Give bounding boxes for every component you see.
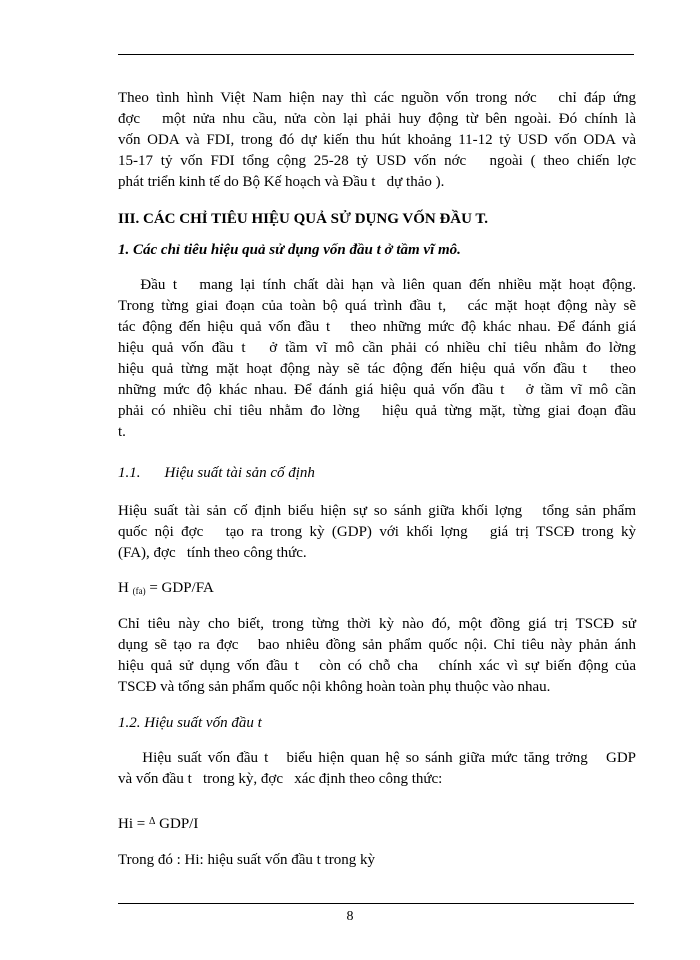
subheading-1: 1. Các chỉ tiêu hiệu quả sử dụng vốn đầu t ở tầm vĩ mô. xyxy=(118,242,461,258)
subheading-1-1 xyxy=(118,463,636,484)
text-line: những mức độ khác nhau. Để đánh giá hiệu quả vốn đầu t ở tầm vĩ mô cần xyxy=(118,382,636,398)
text-line: dụng sẽ tạo ra đợc bao nhiêu đồng sản phẩm quốc nội. Chỉ tiêu này phản ánh xyxy=(118,637,636,653)
text-line: hiệu quả vốn đầu t ở tầm vĩ mô cần phải có nhiều chỉ tiêu nhằm đo lờng xyxy=(118,340,636,356)
paragraph-macro xyxy=(118,275,636,443)
text-line: TSCĐ và tổng sản phẩm quốc nội không hoàn toàn phụ thuộc vào nhau. xyxy=(118,679,551,695)
text-line: tác động đến hiệu quả vốn đầu t theo những mức độ khác nhau. Để đánh giá xyxy=(118,319,636,335)
page-number: 8 xyxy=(346,909,354,924)
text-line: Theo tình hình Việt Nam hiện nay thì các nguồn vốn trong nớc chỉ đáp ứng xyxy=(118,90,636,106)
formula-hi: Hi = $^\Delta$ GDP/I xyxy=(118,816,199,832)
paragraph-fixed-assets xyxy=(118,501,636,564)
section-heading-iii: III. CÁC CHỈ TIÊU HIỆU QUẢ SỬ DỤNG VỐN ĐẦU T. xyxy=(118,211,489,227)
text-line: phát triển kinh tế do Bộ Kế hoạch và Đầu t dự thảo ). xyxy=(118,174,445,190)
text-line: 15-17 tỷ vốn FDI tổng cộng 25-28 tỷ USD vốn nớc ngoài ( theo chiến lợc xyxy=(118,153,636,169)
text-line: Chỉ tiêu này cho biết, trong từng thời kỳ nào đó, một đồng giá trị TSCĐ sử xyxy=(118,616,636,632)
text-line: hiệu quả từng mặt hoạt động này sẽ tác động đến hiệu quả vốn đầu t theo xyxy=(118,361,636,377)
text-line: hiệu quả sử dụng vốn đầu t còn có chỗ cha chính xác vì sự biến động của xyxy=(118,658,636,674)
paragraph-where: Trong đó : Hi: hiệu suất vốn đầu t trong kỳ xyxy=(118,852,375,868)
text-line: vốn ODA và FDI, trong đó dự kiến thu hút khoảng 11-12 tỷ USD vốn ODA và xyxy=(118,132,636,148)
subheading-1-1-number: 1.1. xyxy=(118,465,141,481)
subheading-1-1-title: Hiệu suất tài sản cố định xyxy=(164,465,315,481)
text-line: t. xyxy=(118,424,126,440)
paragraph-indicator xyxy=(118,614,636,698)
text-line: và vốn đầu t trong kỳ, đợc xác định theo công thức: xyxy=(118,771,443,787)
text-line: Trong từng giai đoạn của toàn bộ quá trình đầu t, các mặt hoạt động này sẽ xyxy=(118,298,636,314)
subheading-1-2: 1.2. Hiệu suất vốn đầu t xyxy=(118,715,262,731)
formula-hfa: H $_{(fa)}$ = GDP/FA xyxy=(118,580,214,596)
text-line: Hiệu suất tài sản cố định biểu hiện sự so sánh giữa khối lợng tổng sản phẩm xyxy=(118,503,636,519)
text-line: (FA), đợc tính theo công thức. xyxy=(118,545,307,561)
text-line: phải có nhiều chỉ tiêu nhằm đo lờng hiệu quả từng mặt, từng giai đoạn đầu xyxy=(118,403,636,419)
footer-rule xyxy=(118,903,634,904)
text-line: Hiệu suất vốn đầu t biểu hiện quan hệ so sánh giữa mức tăng trởng GDP xyxy=(118,750,636,766)
text-line: đợc một nửa nhu cầu, nửa còn lại phải huy động từ bên ngoài. Đó chính là xyxy=(118,111,636,127)
text-line: quốc nội đợc tạo ra trong kỳ (GDP) với khối lợng giá trị TSCĐ trong kỳ xyxy=(118,524,636,540)
header-rule xyxy=(118,54,634,55)
paragraph-investment-efficiency xyxy=(118,748,636,790)
text-line: Đầu t mang lại tính chất dài hạn và liên quan đến nhiều mặt hoạt động. xyxy=(118,277,636,293)
paragraph-intro xyxy=(118,88,636,193)
